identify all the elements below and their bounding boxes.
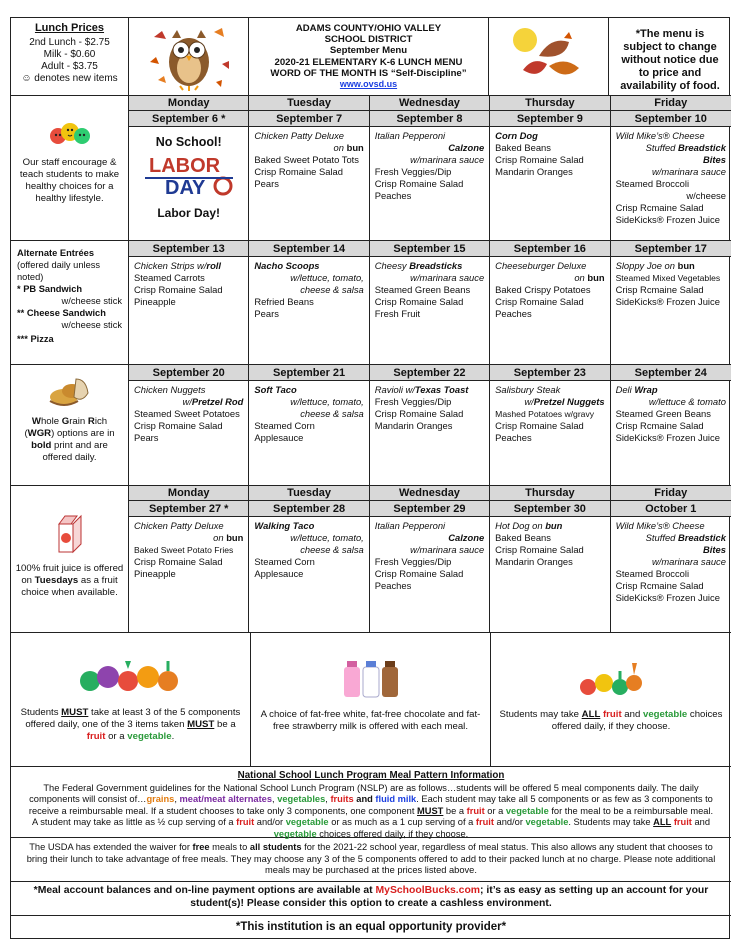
date-cell: September 13	[129, 241, 249, 256]
happy-fruits-icon	[48, 118, 92, 150]
components-text: Students MUST take at least 3 of the 5 components offered daily, one of the 3 items taken MUST be a fruit or a vegetable.	[20, 707, 241, 742]
menu-item: Pretzel Rod	[191, 396, 244, 407]
menu-item: Steamed Green Beans	[615, 408, 711, 419]
date-cell: September 23	[490, 365, 610, 380]
menu-item: Corn Dog	[495, 130, 538, 141]
menu-cell-sep-8	[370, 127, 490, 240]
alt-item: Pizza	[30, 334, 54, 344]
menu-item: Bites	[703, 154, 726, 165]
menu-item: Baked Crispy Potatoes	[495, 284, 591, 295]
sidebar-fruit-juice	[11, 486, 129, 633]
menu-item: Pretzel Nuggets	[533, 396, 605, 407]
date-cell: September 9	[490, 111, 610, 126]
owl-illustration	[129, 18, 249, 95]
menu-item: Crisp Romaine Salad	[134, 284, 223, 295]
menu-item: w/lettuce, tomato,	[290, 396, 364, 407]
menu-item: Crisp Romaine Salad	[254, 166, 343, 177]
myschoolbucks-link[interactable]: MySchoolBucks.com	[375, 885, 481, 896]
menu-item: bun	[587, 272, 605, 283]
date-cell: September 28	[249, 501, 369, 516]
date-cell: September 24	[634, 367, 707, 379]
owl-icon	[144, 22, 234, 92]
title-line-menu: 2020-21 ELEMENTARY K-6 LUNCH MENU	[274, 56, 463, 68]
day-tuesday: Tuesday	[249, 96, 369, 110]
day-thursday: Thursday	[490, 486, 610, 500]
menu-change-notice: *The menu is subject to change without notice due to price and availability of food.	[620, 28, 720, 92]
menu-item: Fresh Veggies/Dip	[374, 556, 452, 567]
price-milk: Milk - $0.60	[43, 49, 96, 60]
menu-item: bun	[545, 520, 563, 531]
menu-item: Crisp Romaine Salad	[495, 296, 584, 307]
alt-item: Sandwich	[62, 308, 106, 318]
menu-item: Nacho Scoops	[254, 260, 320, 271]
menu-item: Stuffed	[645, 142, 678, 153]
menu-item: Walking Taco	[254, 520, 315, 531]
title-line-month: September Menu	[329, 45, 408, 57]
menu-item: Cheesy	[374, 260, 410, 271]
menu-item: Mandarin Oranges	[374, 420, 453, 431]
menu-cell-sep-13	[129, 257, 249, 364]
week-4	[129, 501, 731, 633]
menu-item: Crisp Romaine Salad	[495, 544, 584, 555]
menu-item: cheese & salsa	[300, 408, 364, 419]
menu-item: Peaches	[495, 308, 532, 319]
menu-item: Applesauce	[254, 432, 304, 443]
menu-item: bun	[226, 532, 244, 543]
menu-item: SideKicks® Frozen Juice	[615, 214, 720, 225]
menu-item: Mandarin Oranges	[495, 166, 573, 177]
nslp-text: The Federal Government guidelines for the National School Lunch Program (NSLP) are as follows…students will be offered 5 meal components daily. The daily components will consist of…grains, meat/meat alternates, vegetables, fruits and fluid milk. Each student may take all 5 components or as few as 3 components to receive a reimbursable meal. If a student chooses to take only 3 components, one component MUST be a fruit or a vegetable for the meal to be a reimbursable meal. A student may take as little as ½ cup serving of a fruit and/or vegetable or as much as a 1 cup serving of a fruit and/or vegetable. Students may take ALL fruit and vegetable choices offered daily, if they choose.	[28, 782, 714, 839]
menu-item: Steamed Sweet Potatoes	[134, 408, 240, 419]
menu-item: w/lettuce, tomato,	[290, 532, 364, 543]
alt-item: w/cheese stick	[61, 320, 122, 330]
menu-item: Fresh Veggies/Dip	[374, 166, 452, 177]
sidebar-healthy-choices	[11, 96, 129, 241]
menu-item: Steamed Green Beans	[374, 284, 471, 295]
date-cell: September 10	[634, 113, 707, 125]
weekday-header-bottom	[129, 486, 731, 501]
menu-item: Breadsticks	[409, 260, 463, 271]
title-line-word: WORD OF THE MONTH IS “Self-Discipline”	[270, 67, 467, 79]
sidebar-whole-grain	[11, 365, 129, 486]
menu-item: bun	[677, 260, 695, 271]
menu-item: Cheeseburger Deluxe	[495, 260, 587, 271]
menu-item: w/lettuce & tomato	[648, 396, 726, 407]
menu-item: Crisp Romaine Salad	[495, 420, 584, 431]
menu-item: Mashed Potatoes w/gravy	[495, 409, 595, 419]
date-cell: September 20	[129, 365, 249, 380]
menu-item: Calzone	[448, 532, 485, 543]
menu-cell-sep-23	[490, 381, 610, 485]
menu-item: cheese & salsa	[300, 544, 364, 555]
menu-cell-sep-16	[490, 257, 610, 364]
day-tuesday: Tuesday	[249, 486, 369, 500]
menu-item: Mandarin Oranges	[495, 556, 573, 567]
title-line-school-district: SCHOOL DISTRICT	[324, 34, 413, 46]
day-monday: Monday	[129, 486, 249, 500]
menu-item: Wild Mike’s® Cheese	[615, 520, 705, 531]
sidebar-alternate-entrees	[11, 241, 129, 365]
date-cell: September 30	[490, 501, 610, 516]
week-3-dates	[129, 365, 731, 381]
menu-cell-oct-1	[611, 517, 731, 632]
menu-item: Breadstick	[678, 142, 726, 153]
alt-item: Sandwich	[38, 284, 83, 294]
alt-entrees-title: Alternate Entrées	[17, 248, 94, 258]
alt-item: ** Cheese	[17, 308, 63, 318]
menu-item: Deli	[615, 384, 635, 395]
date-cell: September 14	[249, 241, 369, 256]
menu-item: Stuffed	[645, 532, 678, 543]
week-2-dates	[129, 241, 731, 257]
date-cell: September 15	[370, 241, 490, 256]
menu-item: w/marinara sauce	[651, 166, 726, 177]
day-wednesday: Wednesday	[370, 96, 490, 110]
header	[11, 18, 731, 96]
leaves-illustration	[489, 18, 609, 95]
menu-item: Calzone	[448, 142, 485, 153]
menu-item: Peaches	[495, 432, 532, 443]
menu-cell-sep-29	[370, 517, 490, 632]
new-items-note: ☺ denotes new items	[21, 73, 118, 84]
date-cell: September 27 *	[129, 501, 249, 516]
menu-cell-sep-27	[129, 517, 249, 632]
bread-basket-icon	[46, 373, 94, 411]
menu-cell-sep-10	[611, 127, 731, 240]
menu-cell-sep-9	[490, 127, 610, 240]
menu-item: Crisp Rcmaine Salad	[615, 284, 704, 295]
day-logo-word: DAY	[164, 177, 206, 199]
lunch-prices	[11, 18, 129, 95]
price-second-lunch: 2nd Lunch - $2.75	[29, 37, 110, 48]
menu-item: Chicken Patty Deluxe	[254, 130, 345, 141]
menu-item: Steamed Broccoli	[615, 568, 690, 579]
menu-cell-sep-20	[129, 381, 249, 485]
menu-item: w/	[182, 396, 192, 407]
district-website-link[interactable]: www.ovsd.us	[339, 79, 398, 90]
day-thursday: Thursday	[490, 96, 610, 110]
menu-item: Wrap	[634, 384, 658, 395]
menu-item: Breadstick	[678, 532, 726, 543]
menu-cell-sep-15	[370, 257, 490, 364]
menu-item: w/cheese	[686, 190, 726, 201]
week-1	[129, 111, 731, 241]
components-info	[11, 633, 251, 766]
menu-item: w/marinara sauce	[410, 544, 485, 555]
menu-item: Hot Dog on	[495, 520, 546, 531]
menu-item: bun	[346, 142, 364, 153]
meal-account-info: *Meal account balances and on-line payment options are available at MySchoolBucks.com; it’s as easy as setting up an account for your student(s)! Please consider this option to create a cashless environment.	[11, 882, 731, 916]
date-cell: September 7	[249, 111, 369, 126]
menu-cell-sep-17	[611, 257, 731, 364]
menu-item: Pineapple	[134, 568, 176, 579]
date-cell: September 22	[370, 365, 490, 380]
healthy-choices-text: Our staff encourage & teach students to make healthy choices for a healthy lifestyle.	[19, 157, 120, 204]
date-cell: September 8	[370, 111, 490, 126]
menu-cell-sep-30	[490, 517, 610, 632]
week-1-dates	[129, 111, 731, 127]
fruit-veg-characters-icon	[576, 653, 646, 703]
menu-item: Ravioli w/	[374, 384, 415, 395]
menu-item: w/marinara sauce	[410, 272, 485, 283]
menu-item: Peaches	[374, 190, 412, 201]
alt-item: * PB	[17, 284, 39, 294]
menu-item: Italian Pepperoni	[374, 130, 446, 141]
menu-item: w/marinara sauce	[651, 556, 726, 567]
whole-grain-text: Whole Grain Rich (WGR) options are in bold print and are offered daily.	[24, 416, 115, 463]
menu-item: Peaches	[374, 580, 412, 591]
menu-item: cheese & salsa	[300, 284, 364, 295]
milk-bottles-icon	[336, 655, 406, 701]
day-wednesday: Wednesday	[370, 486, 490, 500]
menu-item: Baked Sweet Potato Tots	[254, 154, 359, 165]
menu-item: on	[213, 532, 227, 543]
menu-item: Soft Taco	[254, 384, 297, 395]
date-cell: September 6 *	[129, 111, 249, 126]
fruit-veg-text: Students may take ALL fruit and vegetable choices offered daily, if they choose.	[499, 709, 723, 732]
menu-item: Chicken Nuggets	[134, 384, 206, 395]
menu-item: Steamed Mixed Vegetables	[615, 273, 721, 283]
menu-item: Crisp Rcmaine Salad	[615, 580, 704, 591]
fruit-juice-text: 100% fruit juice is offered on Tuesdays as a fruit choice when available.	[15, 563, 124, 598]
menu-item: Baked Beans	[495, 532, 551, 543]
menu-cell-sep-28	[249, 517, 369, 632]
alt-entrees-note: (offered daily unless noted)	[17, 260, 101, 282]
menu-item: Crisp Romaine Salad	[134, 556, 223, 567]
labor-day-logo	[141, 150, 237, 202]
menu-item: Steamed Corn	[254, 420, 315, 431]
menu-item: Crisp Romaine Salad	[374, 296, 464, 307]
menu-item: Refried Beans	[254, 296, 314, 307]
menu-item: Salisbury Steak	[495, 384, 561, 395]
usda-waiver-info: The USDA has extended the waiver for free meals to all students for the 2021-22 school year, regardless of meal status. This also allows any student that chooses to bring their lunch to take advantage of free meals. They may choose any 3 of the 5 components offered to add to their packed lunch at no charge. Please note additional meals may be purchased at the prices listed above.	[11, 838, 731, 882]
milk-info	[251, 633, 491, 766]
autumn-leaves-icon	[509, 26, 589, 88]
week-2	[129, 241, 731, 365]
date-cell: September 17	[634, 243, 707, 255]
menu-item: Crisp Romaine Salad	[495, 154, 584, 165]
menu-item: Chicken Strips w/	[134, 260, 207, 271]
day-monday: Monday	[129, 96, 249, 110]
weekday-header-top	[129, 96, 731, 111]
labor-logo-word: LABOR	[148, 155, 220, 177]
menu-item: Texas Toast	[414, 384, 469, 395]
fruit-veg-info	[491, 633, 731, 766]
vegetables-group-icon	[76, 655, 186, 697]
menu-item: on	[333, 142, 347, 153]
labor-day-text: Labor Day!	[157, 206, 221, 220]
nslp-info	[11, 767, 731, 838]
menu-cell-sep-7	[249, 127, 369, 240]
menu-cell-sep-24	[611, 381, 731, 485]
district-title	[249, 18, 489, 95]
menu-item: Pears	[254, 308, 279, 319]
menu-item: Chicken Patty Deluxe	[134, 520, 224, 531]
date-cell: September 21	[249, 365, 369, 380]
menu-item: w/lettuce, tomato,	[290, 272, 364, 283]
date-cell: October 1	[645, 503, 697, 515]
menu-item: Fresh Veggies/Dip	[374, 396, 452, 407]
menu-item: Crisp Rcmaine Salad	[615, 420, 704, 431]
menu-item: on	[574, 272, 588, 283]
menu-item: Steamed Broccoli	[615, 178, 690, 189]
menu-item: Baked Sweet Potato Fries	[134, 545, 234, 555]
menu-cell-sep-22	[370, 381, 490, 485]
menu-item: Applesauce	[254, 568, 304, 579]
menu-item: SideKicks® Frozen Juice	[615, 296, 720, 307]
menu-item: w/marinara sauce	[410, 154, 485, 165]
no-school-text: No School!	[155, 135, 222, 149]
menu-item: Baked Beans	[495, 142, 551, 153]
menu-item: Bites	[703, 544, 726, 555]
title-line-district: ADAMS COUNTY/OHIO VALLEY	[295, 23, 442, 34]
alt-item: w/cheese stick	[61, 296, 122, 306]
menu-item: Italian Pepperoni	[374, 520, 446, 531]
menu-cell-sep-21	[249, 381, 369, 485]
menu-item: Crisp Romaine Salad	[134, 420, 223, 431]
menu-cell-sep-6	[129, 127, 249, 240]
price-adult: Adult - $3.75	[41, 61, 98, 72]
menu-item: Pears	[254, 178, 279, 189]
menu-item: Pineapple	[134, 296, 176, 307]
menu-item: roll	[206, 260, 222, 271]
day-friday: Friday	[654, 97, 688, 109]
menu-cell-sep-14	[249, 257, 369, 364]
nslp-title: National School Lunch Program Meal Pattern Information	[237, 770, 505, 781]
menu-sheet	[10, 17, 730, 939]
alt-item: ***	[17, 334, 31, 344]
menu-item: Wild Mike’s® Cheese	[615, 130, 705, 141]
menu-item: Pears	[134, 432, 159, 443]
menu-item: Sloppy Joe on	[615, 260, 678, 271]
menu-item: Steamed Corn	[254, 556, 315, 567]
bottom-info-row	[11, 633, 731, 767]
menu-item: SideKicks® Frozen Juice	[615, 432, 720, 443]
menu-item: Crisp Romaine Salad	[374, 568, 464, 579]
menu-item: Crisp Romaine Salad	[374, 408, 464, 419]
menu-item: w/	[524, 396, 534, 407]
menu-item: Fresh Fruit	[374, 308, 421, 319]
juice-carton-icon	[53, 514, 87, 554]
menu-item: SideKicks® Frozen Juice	[615, 592, 720, 603]
milk-text: A choice of fat-free white, fat-free chocolate and fat-free strawberry milk is offered with each meal.	[260, 709, 481, 732]
date-cell: September 29	[370, 501, 490, 516]
menu-item: Steamed Carrots	[134, 272, 205, 283]
equal-opportunity-statement: *This institution is an equal opportunity provider*	[235, 921, 507, 933]
week-3	[129, 365, 731, 486]
menu-item: Crisp Romaine Salad	[374, 178, 464, 189]
day-friday: Friday	[654, 487, 688, 499]
date-cell: September 16	[490, 241, 610, 256]
prices-title: Lunch Prices	[34, 22, 105, 34]
week-4-dates	[129, 501, 731, 517]
menu-item: Crisp Rcmaine Salad	[615, 202, 704, 213]
